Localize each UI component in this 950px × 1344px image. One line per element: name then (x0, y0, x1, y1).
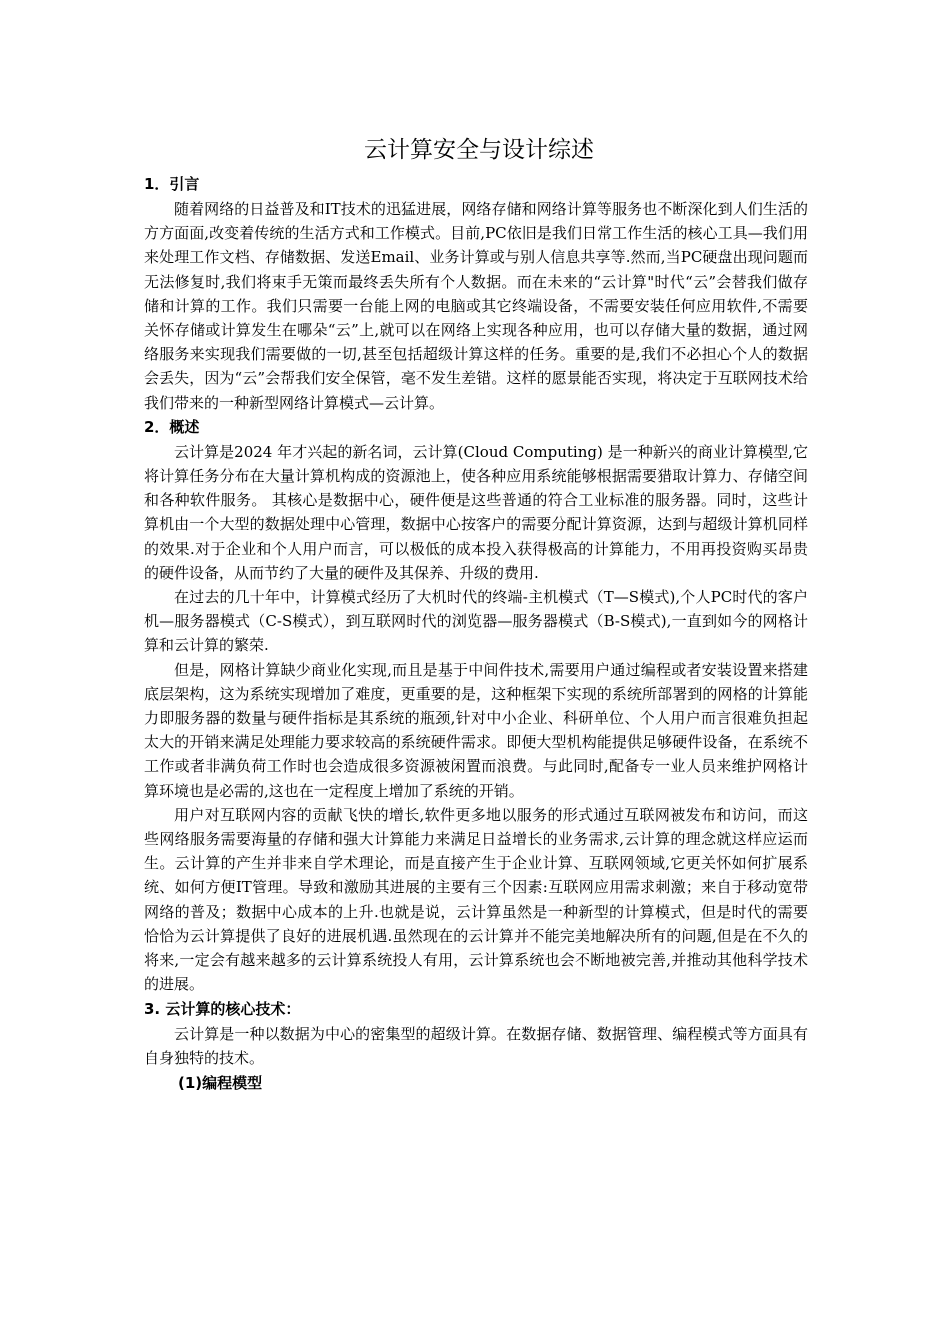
section-heading-core-technology: 3. 云计算的核心技术： (144, 999, 301, 1018)
section-introduction (144, 172, 808, 415)
paragraph: 云计算是一种以数据为中心的密集型的超级计算。在数据存储、数据管理、编程模式等方面具有自身独特的技术。 (144, 1024, 808, 1067)
paragraph: 在过去的几十年中，计算模式经历了大机时代的终端-主机模式（T—S模式),个人PC时代的客户机—服务器模式（C-S模式），到互联网时代的浏览器—服务器模式（B-S模式),一直到如今的网格计算和云计算的繁荣. (144, 588, 808, 655)
section-heading-introduction: 1．引言 (144, 175, 200, 193)
paragraph: 云计算是2024 年才兴起的新名词，云计算(Cloud Computing) 是一种新兴的商业计算模型,它将计算任务分布在大量计算机构成的资源池上，使各种应用系统能够根据需要猎取计算力、存储空间和各种软件服务。 其核心是数据中心，硬件便是这些普通的符合工业标准的服务器。同时，这些计算机由一个大型的数据处理中心管理，数据中心按客户的需要分配计算资源，达到与超级计算机同样的效果.对于企业和个人用户而言，可以极低的成本投入获得极高的计算能力，不用再投资购买昂贵的硬件设备，从而节约了大量的硬件及其保养、升级的费用. (144, 442, 808, 582)
section-overview (144, 415, 808, 997)
document-title: 云计算安全与设计综述 (364, 137, 594, 163)
document-page (144, 128, 808, 1096)
section-heading-overview: 2．概述 (144, 417, 200, 436)
paragraph: 随着网络的日益普及和IT技术的迅猛进展，网络存储和网络计算等服务也不断深化到人们生活的方方面面,改变着传统的生活方式和工作模式。目前,PC依旧是我们日常工作生活的核心工具—我们用来处理工作文档、存储数据、发送Email、业务计算或与别人信息共享等.然而,当PC硬盘出现问题而无法修复时,我们将束手无策而最终丢失所有个人数据。而在未来的“云计算"时代“云”会替我们做存储和计算的工作。我们只需要一台能上网的电脑或其它终端设备，不需要安装任何应用软件,不需要关怀存储或计算发生在哪朵“云”上,就可以在网络上实现各种应用，也可以存储大量的数据，通过网络服务来实现我们需要做的一切,甚至包括超级计算这样的任务。重要的是,我们不必担心个人的数据会丢失，因为“云”会帮我们安全保管，毫不发生差错。这样的愿景能否实现，将决定于互联网技术给我们带来的一种新型网络计算模式—云计算。 (144, 200, 808, 412)
subheading-programming-model: (1)编程模型 (178, 1073, 263, 1092)
paragraph: 但是，网格计算缺少商业化实现,而且是基于中间件技术,需要用户通过编程或者安装设置来搭建底层架构，这为系统实现增加了难度，更重要的是，这种框架下实现的系统所部署到的网格的计算能力即服务器的数量与硬件指标是其系统的瓶颈,针对中小企业、科研单位、个人用户而言很难负担起太大的开销来满足处理能力要求较高的系统硬件需求。即便大型机构能提供足够硬件设备，在系统不工作或者非满负荷工作时也会造成很多资源被闲置而浪费。与此同时,配备专一业人员来维护网格计算环境也是必需的,这也在一定程度上增加了系统的开销。 (144, 660, 808, 800)
section-core-technology (144, 997, 808, 1096)
paragraph: 用户对互联网内容的贡献飞快的增长,软件更多地以服务的形式通过互联网被发布和访问，而这些网络服务需要海量的存储和强大计算能力来满足日益增长的业务需求,云计算的理念就这样应运而生。云计算的产生并非来自学术理论，而是直接产生于企业计算、互联网领域,它更关怀如何扩展系统、如何方便IT管理。导致和激励其进展的主要有三个因素:互联网应用需求刺激；来自于移动宽带网络的普及；数据中心成本的上升.也就是说，云计算虽然是一种新型的计算模式，但是时代的需要恰恰为云计算提供了良好的进展机遇.虽然现在的云计算并不能完美地解决所有的问题,但是在不久的将来,一定会有越来越多的云计算系统投人有用，云计算系统也会不断地被完善,并推动其他科学技术的进展。 (144, 805, 808, 994)
